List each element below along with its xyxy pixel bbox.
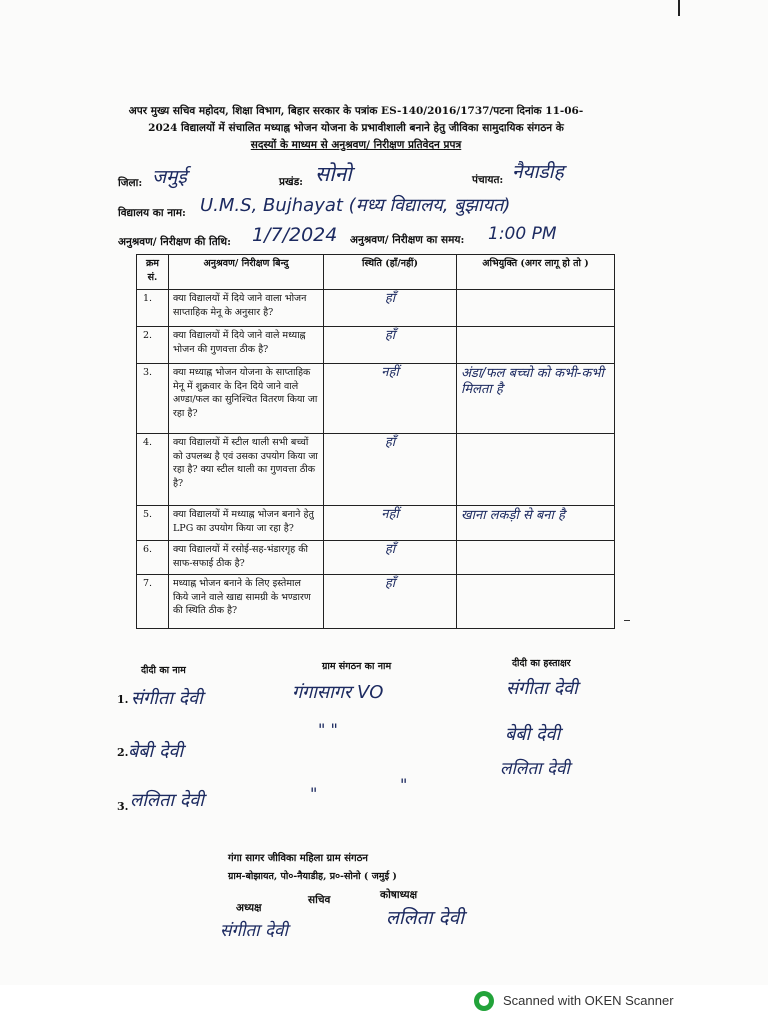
row-point: क्या विद्यालयों में दिये जाने वाला भोजन साप्ताहिक मेनू के अनुसार है? bbox=[169, 290, 324, 327]
row-number: 7. bbox=[137, 575, 169, 629]
row-number: 6. bbox=[137, 541, 169, 575]
sig-row-3-vo-extra: " bbox=[400, 775, 408, 794]
table-row bbox=[137, 364, 615, 434]
row-point: क्या विद्यालयों में रसोई-सह-भंडारगृह की साफ-सफाई ठीक है? bbox=[169, 541, 324, 575]
date-label: अनुश्रवण/ निरीक्षण की तिथि: bbox=[118, 236, 231, 248]
heading-line-1: अपर मुख्य सचिव महोदय, शिक्षा विभाग, बिहार सरकार के पत्रांक ES-140/2016/1737/पटना दिनांक 11-06- bbox=[128, 105, 584, 117]
row-remark: खाना लकड़ी से बना है bbox=[457, 506, 615, 541]
sig-row-1-sign: संगीता देवी bbox=[506, 678, 578, 699]
row-status: हाँ bbox=[324, 327, 457, 364]
stamp-adhyaksh: अध्यक्ष bbox=[236, 902, 262, 914]
date-value: 1/7/2024 bbox=[252, 224, 338, 246]
table-row bbox=[137, 506, 615, 541]
table-row bbox=[137, 290, 615, 327]
district-value: जमुई bbox=[152, 166, 187, 188]
sig-row-3-name: ललिता देवी bbox=[130, 790, 204, 811]
col-vo-name: ग्राम संगठन का नाम bbox=[322, 661, 392, 672]
district-label: जिला: bbox=[118, 177, 143, 189]
organization-stamp bbox=[228, 850, 397, 886]
sig-row-2-vo: " " bbox=[318, 720, 338, 739]
sig-row-3-vo: " bbox=[310, 784, 318, 803]
col-didi-sign: दीदी का हस्ताक्षर bbox=[512, 658, 571, 669]
header-remark: अभियुक्ति (अगर लागू हो तो ) bbox=[457, 255, 615, 290]
row-point: क्या विद्यालयों में स्टील थाली सभी बच्चों को उपलब्ध है एवं उसका उपयोग किया जा रहा है? क्या स्टील थाली का गुणवत्ता ठीक है? bbox=[169, 434, 324, 506]
row-status: हाँ bbox=[324, 575, 457, 629]
sig-row-1-number: 1. bbox=[117, 693, 129, 706]
row-remark bbox=[457, 327, 615, 364]
block-label: प्रखंड: bbox=[279, 176, 304, 188]
row-status: नहीं bbox=[324, 364, 457, 434]
row-remark bbox=[457, 541, 615, 575]
stamp-line-1: गंगा सागर जीविका महिला ग्राम संगठन bbox=[228, 853, 368, 864]
stamp-koshadhyaksh: कोषाध्यक्ष bbox=[380, 889, 418, 901]
stamp-sachiv: सचिव bbox=[308, 894, 331, 906]
row-status: हाँ bbox=[324, 541, 457, 575]
header-serial: क्रम सं. bbox=[137, 255, 169, 290]
table-row bbox=[137, 434, 615, 506]
table-row bbox=[137, 541, 615, 575]
dash-mark bbox=[624, 620, 630, 621]
row-point: क्या विद्यालयों में मध्याह्न भोजन बनाने हेतु LPG का उपयोग किया जा रहा है? bbox=[169, 506, 324, 541]
block-value: सोनो bbox=[315, 162, 352, 186]
sig-row-3-number: 3. bbox=[117, 800, 129, 813]
sig-row-1-name: संगीता देवी bbox=[131, 688, 203, 709]
header-point: अनुश्रवण/ निरीक्षण बिन्दु bbox=[169, 255, 324, 290]
row-number: 4. bbox=[137, 434, 169, 506]
inspection-table bbox=[136, 254, 615, 629]
stamp-sign-adhyaksh: संगीता देवी bbox=[220, 921, 288, 941]
row-number: 2. bbox=[137, 327, 169, 364]
panchayat-label: पंचायत: bbox=[472, 174, 504, 186]
row-number: 3. bbox=[137, 364, 169, 434]
sig-row-2-sign: बेबी देवी bbox=[505, 724, 561, 745]
sig-row-1-vo: गंगासागर VO bbox=[292, 682, 384, 703]
table-row bbox=[137, 327, 615, 364]
panchayat-value: नैयाडीह bbox=[512, 161, 564, 183]
time-label: अनुश्रवण/ निरीक्षण का समय: bbox=[350, 234, 465, 246]
stamp-line-2: ग्राम-बोझायत, पो०-नैयाडीह, प्र०-सोनो ( जमुई ) bbox=[228, 871, 397, 882]
school-label: विद्यालय का नाम: bbox=[118, 207, 186, 219]
sig-row-2-number: 2. bbox=[117, 746, 129, 759]
time-value: 1:00 PM bbox=[488, 224, 557, 244]
extra-signature: ललिता देवी bbox=[500, 759, 570, 779]
header-status: स्थिति (हाँ/नहीं) bbox=[324, 255, 457, 290]
row-remark bbox=[457, 434, 615, 506]
row-number: 5. bbox=[137, 506, 169, 541]
sig-row-2-name: बेबी देवी bbox=[128, 741, 184, 762]
col-didi-name: दीदी का नाम bbox=[141, 665, 186, 676]
scanner-watermark: Scanned with OKEN Scanner bbox=[503, 993, 674, 1008]
heading-line-2: 2024 विद्यालयों में संचालित मध्याह्न भोजन योजना के प्रभावीशाली बनाने हेतु जीविका सामुदायिक संगठन के bbox=[148, 122, 564, 134]
table-row bbox=[137, 575, 615, 629]
row-remark: अंडा/फल बच्चो को कभी-कभी मिलता है bbox=[457, 364, 615, 434]
row-status: नहीं bbox=[324, 506, 457, 541]
row-remark bbox=[457, 575, 615, 629]
row-point: क्या मध्याह्न भोजन योजना के साप्ताहिक मेनू में शुक्रवार के दिन दिये जाने वाले अण्डा/फल का सुनिश्चित वितरण किया जा रहा है? bbox=[169, 364, 324, 434]
form-heading bbox=[118, 103, 594, 154]
row-remark bbox=[457, 290, 615, 327]
heading-line-3: सदस्यों के माध्यम से अनुश्रवण/ निरीक्षण प्रतिवेदन प्रपत्र bbox=[250, 139, 462, 151]
table-header-row bbox=[137, 255, 615, 290]
row-status: हाँ bbox=[324, 290, 457, 327]
edge-mark bbox=[678, 0, 680, 16]
stamp-sign-koshadhyaksh: ललिता देवी bbox=[386, 907, 465, 929]
oken-scanner-logo-icon bbox=[474, 991, 494, 1011]
row-point: क्या विद्यालयों में दिये जाने वाले मध्याह्न भोजन की गुणवत्ता ठीक है? bbox=[169, 327, 324, 364]
row-status: हाँ bbox=[324, 434, 457, 506]
row-number: 1. bbox=[137, 290, 169, 327]
school-value: U.M.S, Bujhayat (मध्य विद्यालय, बुझायत) bbox=[200, 195, 511, 216]
row-point: मध्याह्न भोजन बनाने के लिए इस्तेमाल किये जाने वाले खाद्य सामग्री के भण्डारण की स्थिति ठीक है? bbox=[169, 575, 324, 629]
